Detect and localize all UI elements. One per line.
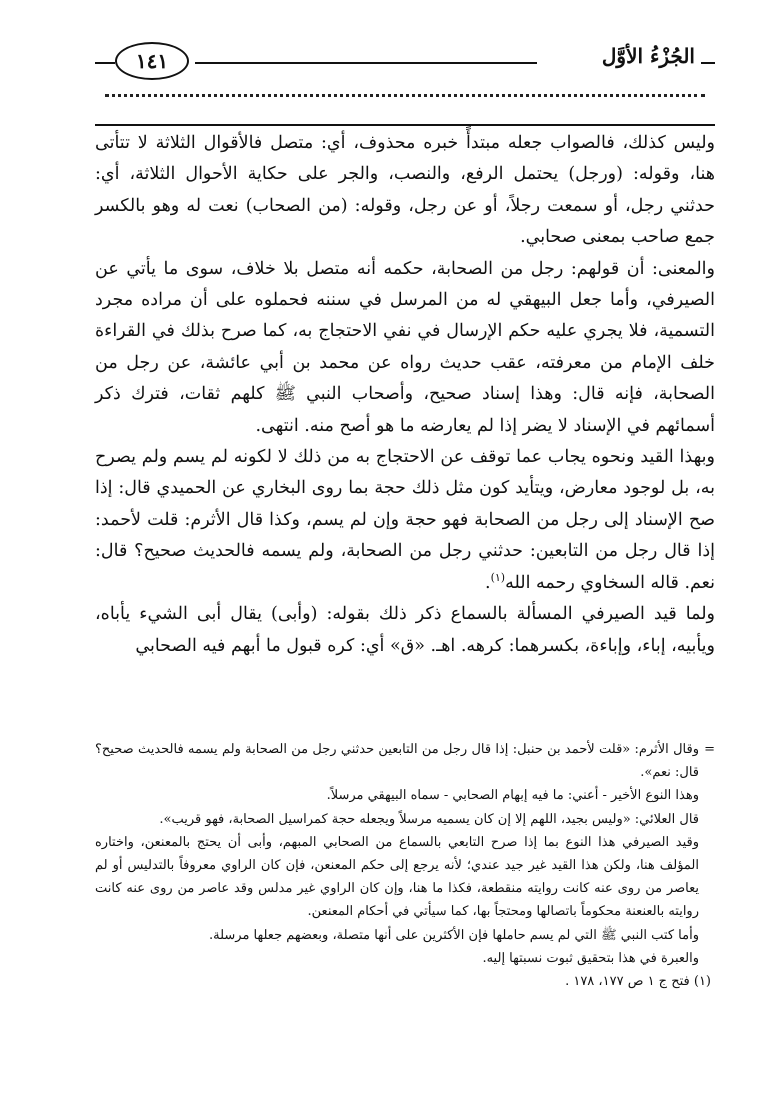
footnotes (95, 738, 715, 993)
header-rule-left (95, 62, 115, 64)
footnote-1: (١) فتح ج ١ ص ١٧٧، ١٧٨ . (565, 974, 711, 990)
footnote-reference[interactable]: (١) (490, 570, 506, 584)
paragraph: والمعنى: أن قولهم: رجل من الصحابة، حكمه أنه متصل بلا خلاف، سوى ما يأتي عن الصيرفي، وأما جعل البيهقي له من المرسل في سننه فحملوه على أن مراده مجرد التسمية، فلا يجري عليه حكم الإرسال في نفي الاحتجاج به، كما صرح بذلك في القراءة خلف الإمام من معرفته، عقب حديث رواه عن محمد بن أبي عائشة، عن رجل من الصحابة، فإنه قال: وهذا إسناد صحيح، وأصحاب النبي ﷺ كلهم ثقات، فترك ذكر أسمائهم في الإسناد لا يضر إذا لم يعارضه ما هو أصح منه. انتهى. (95, 258, 715, 436)
footnote-line: وأما كتب النبي ﷺ التي لم يسم حاملها فإن الأكثرين على أنها متصلة، وبعضهم جعلها مرسلة. (208, 927, 699, 943)
footnote-continuation (95, 738, 715, 784)
paragraph: وليس كذلك، فالصواب جعله مبتدأً خبره محذوف، أي: متصل فالأقوال الثلاثة لا تتأتى هنا، وقوله: (ورجل) يحتمل الرفع، والنصب، والجر على حكاية الأحوال الثلاثة، أي: حدثني رجل، أو سمعت رجلاً، أو عن رجل، وقوله: (من الصحاب) نعت له وهو بالكسر جمع صاحب بمعنى صحابي. (95, 133, 715, 248)
running-title: الجُزْءُ الأوَّل (601, 44, 695, 68)
paragraph-end-period: . (485, 572, 491, 593)
main-text (95, 128, 715, 662)
footnote-line: وهذا النوع الأخير - أعني: ما فيه إبهام الصحابي - سماه البيهقي مرسلاً. (326, 788, 699, 804)
continuation-mark: = (704, 742, 715, 757)
paragraph (95, 442, 715, 599)
footnote-line: والعبرة في هذا بتحقيق ثبوت نسبتها إليه. (482, 950, 699, 966)
footnote-continuation-text: وقال الأثرم: «قلت لأحمد بن حنبل: إذا قال رجل من التابعين حدثني رجل من الصحابة ولم يسمه فالحديث صحيح؟ قال: نعم». (95, 742, 699, 781)
footnote-line: قال العلائي: «وليس بجيد، اللهم إلا إن كان يسميه مرسلاً ويجعله حجة كمراسيل الصحابة، فهو قريب». (159, 811, 699, 827)
dotted-divider (105, 94, 705, 97)
paragraph-text: وبهذا القيد ونحوه يجاب عما توقف عن الاحتجاج به من ذلك لا لكونه لم يسم ولم يصرح به، بل لوجود معارض، ويتأيد كون مثل ذلك حجة بما روى البخاري عن الحميدي قال: إذا صح الإسناد إلى رجل من الصحابة فهو حجة وإن لم يسم، وكذا قال الأثرم: قلت لأحمد: إذا قال رجل من التابعين: حدثني رجل من الصحابة، ولم يسمه فالحديث صحيح؟ قال: نعم. قاله السخاوي رحمه الله (95, 447, 715, 593)
page-header (95, 40, 715, 80)
paragraph: ولما قيد الصيرفي المسألة بالسماع ذكر ذلك بقوله: (وأبى) يقال أبى الشيء يأباه، ويأبيه، إباء، وإباءة، بكسرهما: كرهه. اهـ. «ق» أي: كره قبول ما أبهم فيه الصحابي (95, 604, 715, 656)
page-number: ١٤١ (115, 42, 189, 80)
header-rule-middle (195, 62, 537, 64)
footnote-line: وقيد الصيرفي هذا النوع بما إذا صرح التابعي بالسماع من الصحابي المبهم، وأبى أن يحتج بالمعنعن، واختاره المؤلف هنا، ولكن هذا القيد غير جيد عندي؛ لأنه يرجع إلى حكم المعنعن، فإن كان الراوي معروفاً بالتدليس أو لم يعاصر من روى عنه كانت روايته منقطعة، فكذا ما هنا، وإن كان الراوي غير مدلس وقد عاصر من روى عنه كانت روايته بالعنعنة محكوماً باتصالها ومحتجاً بها، كما سيأتي في أحكام المعنعن. (95, 834, 699, 920)
body-top-rule (95, 124, 715, 126)
header-rule-right (701, 62, 715, 64)
